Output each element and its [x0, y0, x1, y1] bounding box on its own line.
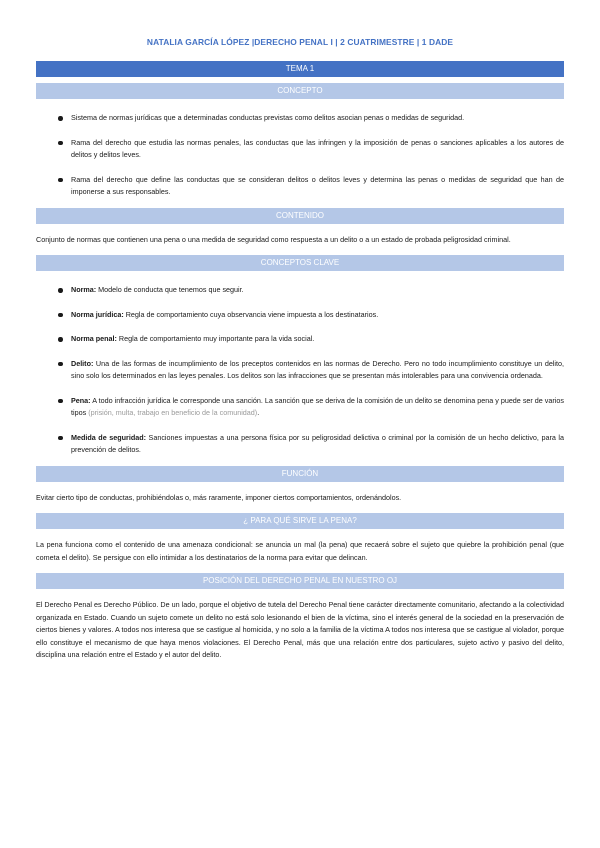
- bullet-icon: [58, 337, 63, 342]
- para-que-text: La pena funciona como el contenido de una amenaza condicional: se anuncia un mal (la pena) que recaerá sobre el sujeto que quiebre la prohibición penal (que cometa el delito). Se persigue con ello intimidar a los destinatarios de la norma para evitar que delincan.: [36, 540, 564, 562]
- section-header-concepto: CONCEPTO: [36, 83, 564, 99]
- section-header-para-que: ¿ PARA QUÉ SIRVE LA PENA?: [36, 513, 564, 529]
- tema-title-bar: TEMA 1: [36, 61, 564, 77]
- bullet-icon: [58, 288, 63, 293]
- list-item: Norma penal: Regla de comportamiento muy importante para la vida social.: [36, 333, 564, 346]
- list-item: Rama del derecho que define las conductas que se consideran delitos o delitos leves y determina las penas o medidas de seguridad que han de imponerse a sus responsables.: [36, 174, 564, 199]
- list-item: Medida de seguridad: Sanciones impuestas a una persona física por su peligrosidad delictiva o criminal por la comisión de un hecho delictivo, para la prevención de delitos.: [36, 432, 564, 457]
- list-item: Sistema de normas jurídicas que a determinadas conductas previstas como delitos asocian penas o medidas de seguridad.: [36, 112, 564, 125]
- list-item: Delito: Una de las formas de incumplimiento de los preceptos contenidos en las normas de Derecho. Pero no todo incumplimiento constituye un delito, sino solo los determinados en las leyes penales. Los delitos son las infracciones que se presentan más intolerables para una convivencia ordenada.: [36, 358, 564, 383]
- conceptos-clave-list: [36, 284, 564, 457]
- list-item: Norma jurídica: Regla de comportamiento cuya observancia viene impuesta a los destinatarios.: [36, 309, 564, 322]
- section-header-funcion: FUNCIÓN: [36, 466, 564, 482]
- list-item: Norma: Modelo de conducta que tenemos que seguir.: [36, 284, 564, 297]
- section-header-conceptos-clave: CONCEPTOS CLAVE: [36, 255, 564, 271]
- list-item: Pena: A todo infracción jurídica le corresponde una sanción. La sanción que se deriva de la comisión de un delito se denomina pena y puede ser de varios tipos (prisión, multa, trabajo en beneficio de la comunidad).: [36, 395, 564, 420]
- bullet-icon: [58, 178, 63, 183]
- bullet-icon: [58, 399, 63, 404]
- section-header-posicion: POSICIÓN DEL DERECHO PENAL EN NUESTRO OJ: [36, 573, 564, 589]
- bullet-icon: [58, 436, 63, 441]
- list-item: Rama del derecho que estudia las normas penales, las conductas que las infringen y la imposición de penas o sanciones aplicables a los autores de delitos y delitos leves.: [36, 137, 564, 162]
- bullet-icon: [58, 313, 63, 318]
- bullet-icon: [58, 116, 63, 121]
- posicion-text: El Derecho Penal es Derecho Público. De un lado, porque el objetivo de tutela del Derecho Penal tiene carácter directamente comunitario, afectando a la colectividad organizada en Estado. Cuando un sujeto comete un delito no está solo lesionando el bien de la víctima, sino el interés general de la sociedad en la preservación de ciertos bienes y valores. A todos nos interesa que se castigue al homicida, y no solo a la familia de la víctima A todos nos interesa que se castigue al violador, porque ello constituye el mecanismo de que haya menos violaciones. El Derecho Penal, más que una relación entre dos particulares, sujeto activo y pasivo del delito, disciplina una relación entre el Estado y el autor del delito.: [36, 600, 564, 659]
- section-header-contenido: CONTENIDO: [36, 208, 564, 224]
- concepto-list: [36, 112, 564, 199]
- funcion-text: Evitar cierto tipo de conductas, prohibiéndolas o, más raramente, imponer ciertos comportamientos, ordenándolos.: [36, 492, 402, 502]
- page-header: NATALIA GARCÍA LÓPEZ |DERECHO PENAL I | 2 CUATRIMESTRE | 1 DADE: [146, 37, 454, 47]
- contenido-text: Conjunto de normas que contienen una pena o una medida de seguridad como respuesta a un delito o a un estado de probada peligrosidad criminal.: [36, 234, 511, 244]
- bullet-icon: [58, 362, 63, 367]
- bullet-icon: [58, 141, 63, 146]
